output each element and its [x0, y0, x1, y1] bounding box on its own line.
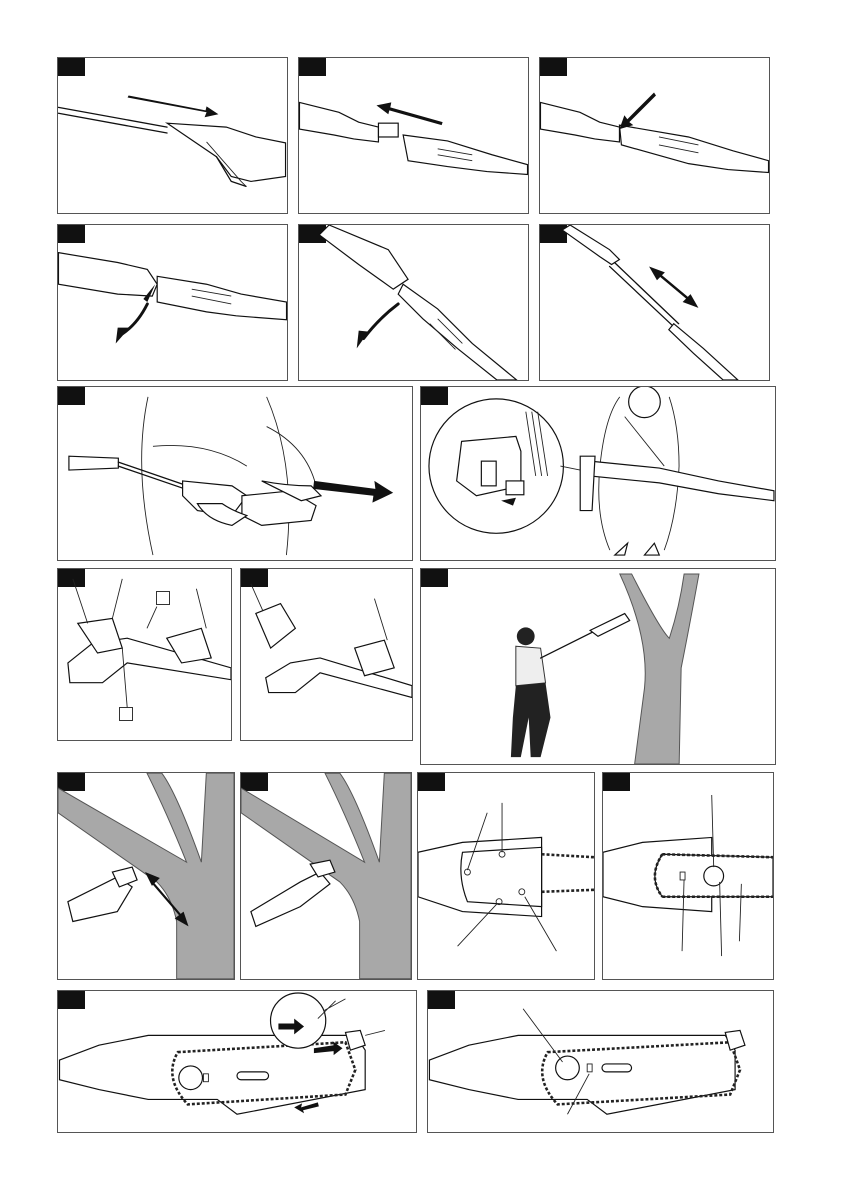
illustration-insert-pole	[299, 58, 528, 213]
illustration-telescope-adjust	[540, 225, 769, 380]
illustration-rotate-collar-angle	[299, 225, 528, 380]
illustration-cutting-position	[421, 569, 775, 764]
illustration-chain-direction	[58, 991, 416, 1132]
panel-cutting-position	[420, 568, 776, 765]
panel-two-hand-grip	[57, 568, 232, 741]
panel-bar-assembly	[427, 990, 774, 1133]
illustration-two-hand-grip	[58, 569, 231, 740]
illustration-bar-sprocket	[603, 773, 773, 979]
arrow-diagonal-icon	[619, 93, 656, 130]
illustration-cover-screws	[418, 773, 594, 979]
illustration-rotate-collar	[58, 225, 287, 380]
panel-rotate-collar-angle	[298, 224, 529, 381]
illustration-connect-collar	[540, 58, 769, 213]
panel-rotate-collar	[57, 224, 288, 381]
panel-insert-pole	[298, 57, 529, 214]
panel-bar-sprocket	[602, 772, 774, 980]
curved-arrow-icon	[364, 304, 399, 339]
panel-connect-collar	[539, 57, 770, 214]
illustration-cut-branch-move	[58, 773, 234, 979]
illustration-remove-guard	[58, 387, 412, 560]
illustration-cut-branch	[241, 773, 411, 979]
panel-cut-branch-move	[57, 772, 235, 980]
panel-cover-screws	[417, 772, 595, 980]
double-arrow-icon	[659, 274, 689, 299]
panel-single-hand-grip	[240, 568, 413, 741]
arrow-left-icon	[376, 102, 442, 125]
panel-telescope-adjust	[539, 224, 770, 381]
panel-remove-guard	[57, 386, 413, 561]
illustration-bar-assembly	[428, 991, 773, 1132]
panel-attach-pole	[57, 57, 288, 214]
illustration-attach-pole	[58, 58, 287, 213]
arrow-right-icon	[128, 96, 219, 118]
arrow-right-icon	[313, 481, 393, 503]
panel-chain-direction	[57, 990, 417, 1133]
panel-cut-branch	[240, 772, 412, 980]
illustration-shoulder-strap	[421, 387, 775, 560]
panel-shoulder-strap	[420, 386, 776, 561]
illustration-single-hand-grip	[241, 569, 412, 740]
